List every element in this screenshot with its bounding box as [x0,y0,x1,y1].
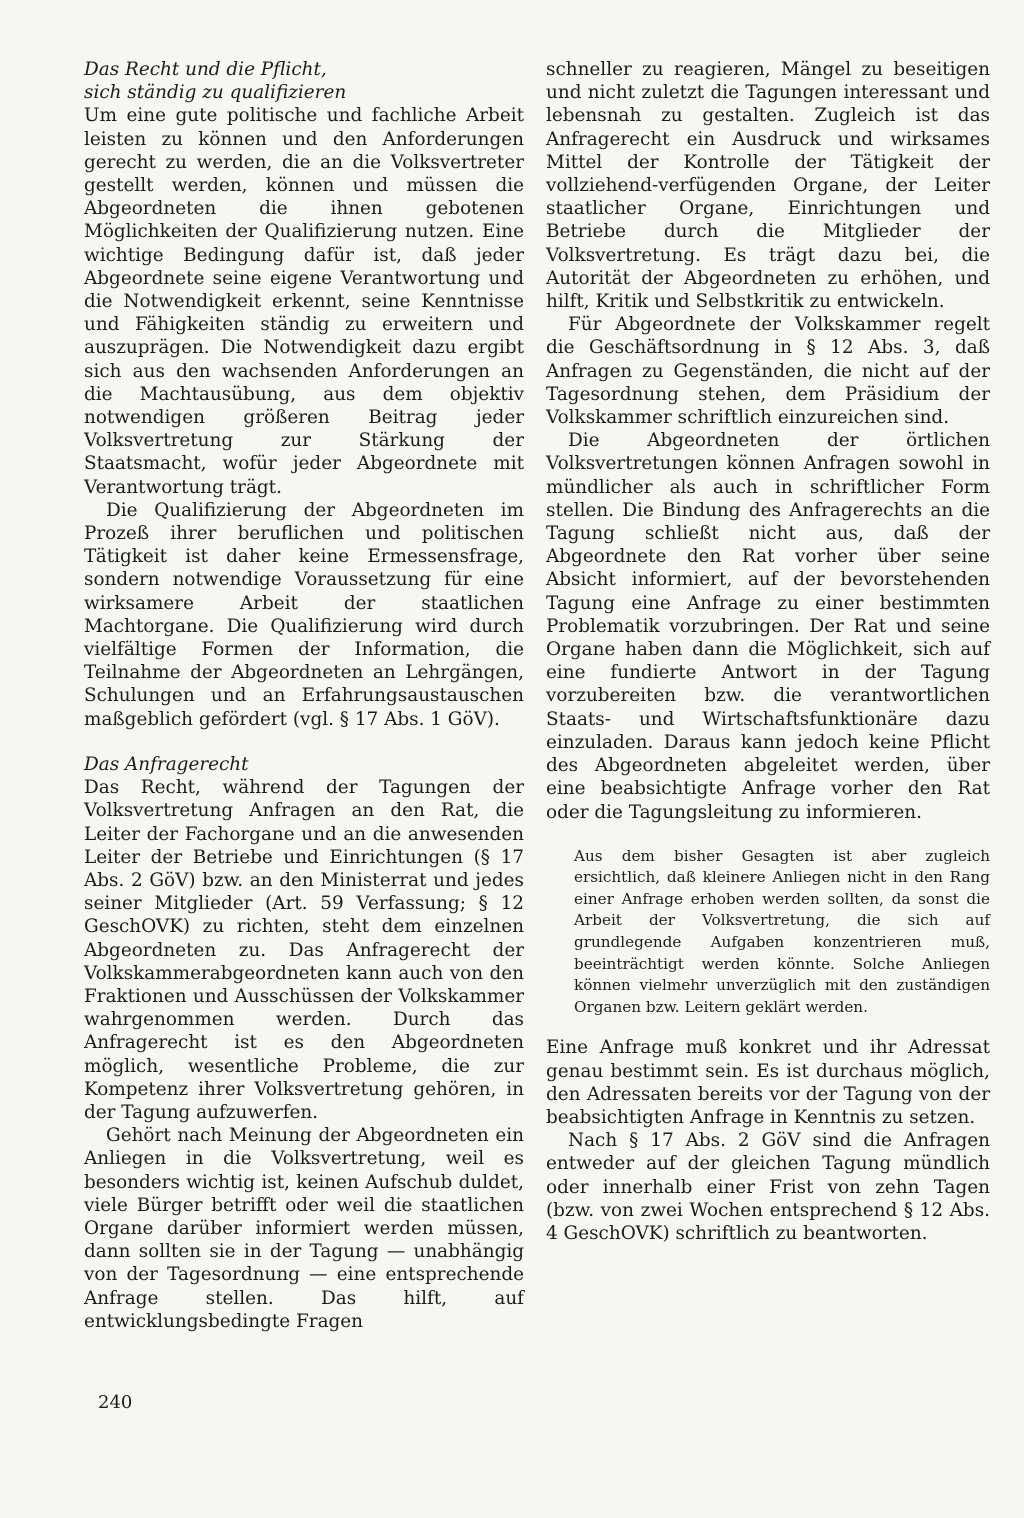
paragraph: Gehört nach Meinung der Abgeordneten ein Anliegen in die Volksvertretung, weil es besonders wichtig ist, keinen Aufschub duldet, viele Bürger betrifft oder weil die staatlichen Organe darüber informiert werden müssen, dann sollten sie in der Tagung — unabhängig von der Tagesordnung — eine entsprechende Anfrage stellen. Das hilft, auf entwicklungsbedingte Fragen [84,1125,524,1332]
heading-line-1: Das Recht und die Pflicht, [84,59,327,80]
paragraph: schneller zu reagieren, Mängel zu beseitigen und nicht zuletzt die Tagungen interessant und lebensnah zu gestalten. Zugleich ist das Anfragerecht ein Ausdruck und wirksames Mittel der Kontrolle der Tätigkeit der vollziehend-verfügenden Organe, der Leiter staatlicher Organe, Einrichtungen und Betriebe durch die Mitglieder der Volksvertretung. Es trägt dazu bei, die Autorität der Abgeordneten zu erhöhen, und hilft, Kritik und Selbstkritik zu entwickeln. [546,59,990,313]
paragraph: Für Abgeordnete der Volkskammer regelt die Geschäftsordnung in § 12 Abs. 3, daß Anfragen zu Gegenständen, die nicht auf der Tagesordnung stehen, dem Präsidium der Volkskammer schriftlich einzureichen sind. [546,314,990,429]
paragraph: Eine Anfrage muß konkret und ihr Adressat genau bestimmt sein. Es ist durchaus möglich, den Adressaten bereits vor der Tagung von der beabsichtigten Anfrage in Kenntnis zu setzen. [546,1037,990,1129]
heading-line-2: sich ständig zu qualifizieren [84,82,347,104]
left-column [84,58,524,1333]
page-number: 240 [98,1392,133,1413]
paragraph: Die Qualifizierung der Abgeordneten im Prozeß ihrer beruflichen und politischen Tätigkeit ist daher keine Ermessensfrage, sondern notwendige Voraussetzung für eine wirksamere Arbeit der staatlichen Machtorgane. Die Qualifizierung wird durch vielfältige Formen der Information, die Teilnahme der Abgeordneten an Lehrgängen, Schulungen und an Erfahrungsaustauschen maßgeblich gefördert (vgl. § 17 Abs. 1 GöV). [84,499,524,730]
paragraph: Nach § 17 Abs. 2 GöV sind die Anfragen entweder auf der gleichen Tagung mündlich oder innerhalb einer Frist von zehn Tagen (bzw. von zwei Wochen entsprechend § 12 Abs. 4 GeschOVK) schriftlich zu beantworten. [546,1130,990,1245]
paragraph: Um eine gute politische und fachliche Arbeit leisten zu können und den Anforderungen gerecht zu werden, die an die Volksvertreter gestellt werden, können und müssen die Abgeordneten die ihnen gebotenen Möglichkeiten der Qualifizierung nutzen. Eine wichtige Bedingung dafür ist, daß jeder Abgeordnete seine eigene Verantwortung und die Notwendigkeit erkennt, seine Kenntnisse und Fähigkeiten ständig zu erweitern und auszuprägen. Die Notwendigkeit dazu ergibt sich aus den wachsenden Anforderungen an die Machtausübung, aus dem objektiv notwendigen größeren Beitrag jeder Volksvertretung zur Stärkung der Staatsmacht, wofür jeder Abgeordnete mit Verantwortung trägt. [84,105,524,498]
section-heading-anfragerecht: Das Anfragerecht [84,753,249,775]
small-print-note: Aus dem bisher Gesagten ist aber zugleich ersichtlich, daß kleinere Anliegen nicht in den Rang einer Anfrage erhoben werden sollten, da sonst die Arbeit der Volksvertretung, die sich auf grundlegende Aufgaben konzentrieren muß, beeinträchtigt werden könnte. Solche Anliegen können vielmehr unverzüglich mit den zuständigen Organen bzw. Leitern geklärt werden. [574,846,990,1016]
paragraph: Das Recht, während der Tagungen der Volksvertretung Anfragen an den Rat, die Leiter der Fachorgane und an die anwesenden Leiter der Betriebe und Einrichtungen (§ 17 Abs. 2 GöV) bzw. an den Ministerrat und jedes seiner Mitglieder (Art. 59 Verfassung; § 12 GeschOVK) zu richten, steht dem einzelnen Abgeordneten zu. Das Anfragerecht der Volkskammerabgeordneten kann auch von den Fraktionen und Ausschüssen der Volkskammer wahrgenommen werden. Durch das Anfragerecht ist es den Abgeordneten möglich, wesentliche Probleme, die zur Kompetenz ihrer Volksvertretung gehören, in der Tagung aufzuwerfen. [84,777,524,1123]
section-heading-qualification [84,58,524,104]
paragraph: Die Abgeordneten der örtlichen Volksvertretungen können Anfragen sowohl in mündlicher als auch in schriftlicher Form stellen. Die Bindung des Anfragerechts an die Tagung schließt nicht aus, daß der Abgeordnete den Rat vorher über seine Absicht informiert, auf der bevorstehenden Tagung eine Anfrage zu einer bestimmten Problematik vorzubringen. Der Rat und seine Organe haben dann die Möglichkeit, sich auf eine fundierte Antwort in der Tagung vorzubereiten bzw. die verantwortlichen Staats- und Wirtschaftsfunktionäre dazu einzuladen. Daraus kann jedoch keine Pflicht des Abgeordneten abgeleitet werden, über eine beabsichtigte Anfrage vorher den Rat oder die Tagungsleitung zu informieren. [546,430,990,823]
right-column [546,58,990,1245]
